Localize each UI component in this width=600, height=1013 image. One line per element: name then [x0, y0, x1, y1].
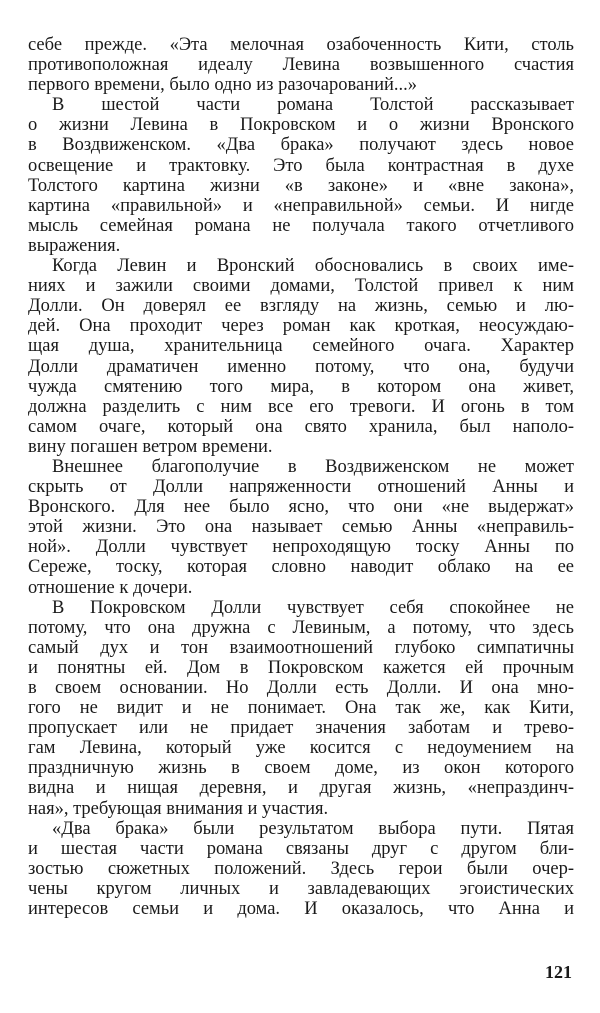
paragraph [28, 256, 574, 457]
text-line: Когда Левин и Вронский обосновались в своих име- [52, 256, 574, 277]
text-line: должна разделить с ним все его тревоги. И огонь в том [28, 396, 574, 417]
text-line: первого времени, было одно из разочарований...» [28, 75, 418, 96]
text-line: дей. Она проходит через роман как кроткая, неосуждаю- [28, 316, 574, 337]
paragraph [28, 819, 574, 919]
text-line: видна и нищая деревня, и другая жизнь, «непраздинч- [28, 778, 574, 799]
text-line: отношение к дочери. [28, 577, 193, 598]
text-line: о жизни Левина в Покровском и о жизни Вронского [28, 115, 574, 136]
text-line: зостью сюжетных положений. Здесь герои были очер- [28, 858, 574, 879]
text-line: пропускает или не придает значения заботам и трево- [28, 718, 574, 739]
text-line: потому, что она дружна с Левиным, а потому, что здесь [28, 617, 574, 638]
text-line: в своем основании. Но Долли есть Долли. И она мно- [28, 678, 574, 698]
text-line: картина «правильной» и «неправильной» семьи. И нигде [28, 195, 574, 216]
paragraph [28, 457, 574, 598]
text-line: себе прежде. «Эта мелочная озабоченность Кити, столь [28, 35, 574, 55]
text-line: гого не видит и не понимает. Она так же, как Кити, [28, 698, 574, 719]
text-line: освещение и трактовку. Это была контрастная в духе [28, 155, 574, 176]
text-line: мысль семейная романа не получала такого отчетливого [28, 215, 574, 236]
text-line: Долли. Он доверял ее взгляду на жизнь, семью и лю- [28, 296, 574, 317]
text-line: Долли драматичен именно потому, что она, будучи [28, 356, 574, 377]
text-line: «Два брака» были результатом выбора пути. Пятая [52, 818, 574, 839]
text-line: Сереже, тоску, которая словно наводит облако на ее [28, 557, 574, 578]
text-line: и шестая части романа связаны друг с другом бли- [28, 838, 574, 859]
text-line: в Воздвиженском. «Два брака» получают здесь новое [28, 135, 574, 156]
paragraph [28, 35, 574, 95]
text-line: Вронского. Для нее было ясно, что они «не выдержат» [28, 497, 574, 518]
book-page-text [28, 35, 574, 919]
text-line: и понятны ей. Дом в Покровском кажется ей прочным [28, 657, 574, 678]
paragraph [28, 598, 574, 819]
text-line: самом очаге, который она свято хранила, был наполо- [28, 416, 574, 437]
text-line: ниях и зажили своими домами, Толстой привел к ним [28, 276, 574, 297]
paragraph [28, 95, 574, 256]
text-line: В шестой части романа Толстой рассказывает [52, 95, 574, 116]
text-line: самый дух и тон взаимоотношений глубоко симпатичны [28, 637, 574, 658]
text-line: чены кругом личных и завладевающих эгоистических [28, 878, 574, 899]
text-line: Толстого картина жизни «в законе» и «вне закона», [28, 175, 574, 196]
page-number: 121 [545, 962, 572, 982]
text-line: ной». Долли чувствует непроходящую тоску Анны по [28, 537, 574, 558]
text-line: Внешнее благополучие в Воздвиженском не может [52, 456, 574, 477]
text-line: В Покровском Долли чувствует себя спокойнее не [52, 597, 574, 618]
text-line: этой жизни. Это она называет семью Анны «неправиль- [28, 517, 574, 538]
text-line: праздничную жизнь в своем доме, из окон которого [28, 758, 574, 779]
text-line: скрыть от Долли напряженности отношений Анны и [28, 477, 574, 498]
text-line: противоположная идеалу Левина возвышенного счастия [28, 55, 574, 76]
text-line: гам Левина, который уже косится с недоумением на [28, 738, 574, 759]
text-line: щая душа, хранительница семейного очага. Характер [28, 336, 574, 357]
text-line: выражения. [28, 235, 121, 256]
text-line: чужда смятению того мира, в котором она живет, [28, 376, 574, 397]
text-line: интересов семьи и дома. И оказалось, что Анна и [28, 899, 574, 920]
text-line: вину погашен ветром времени. [28, 436, 273, 457]
text-line: ная», требующая внимания и участия. [28, 798, 329, 819]
